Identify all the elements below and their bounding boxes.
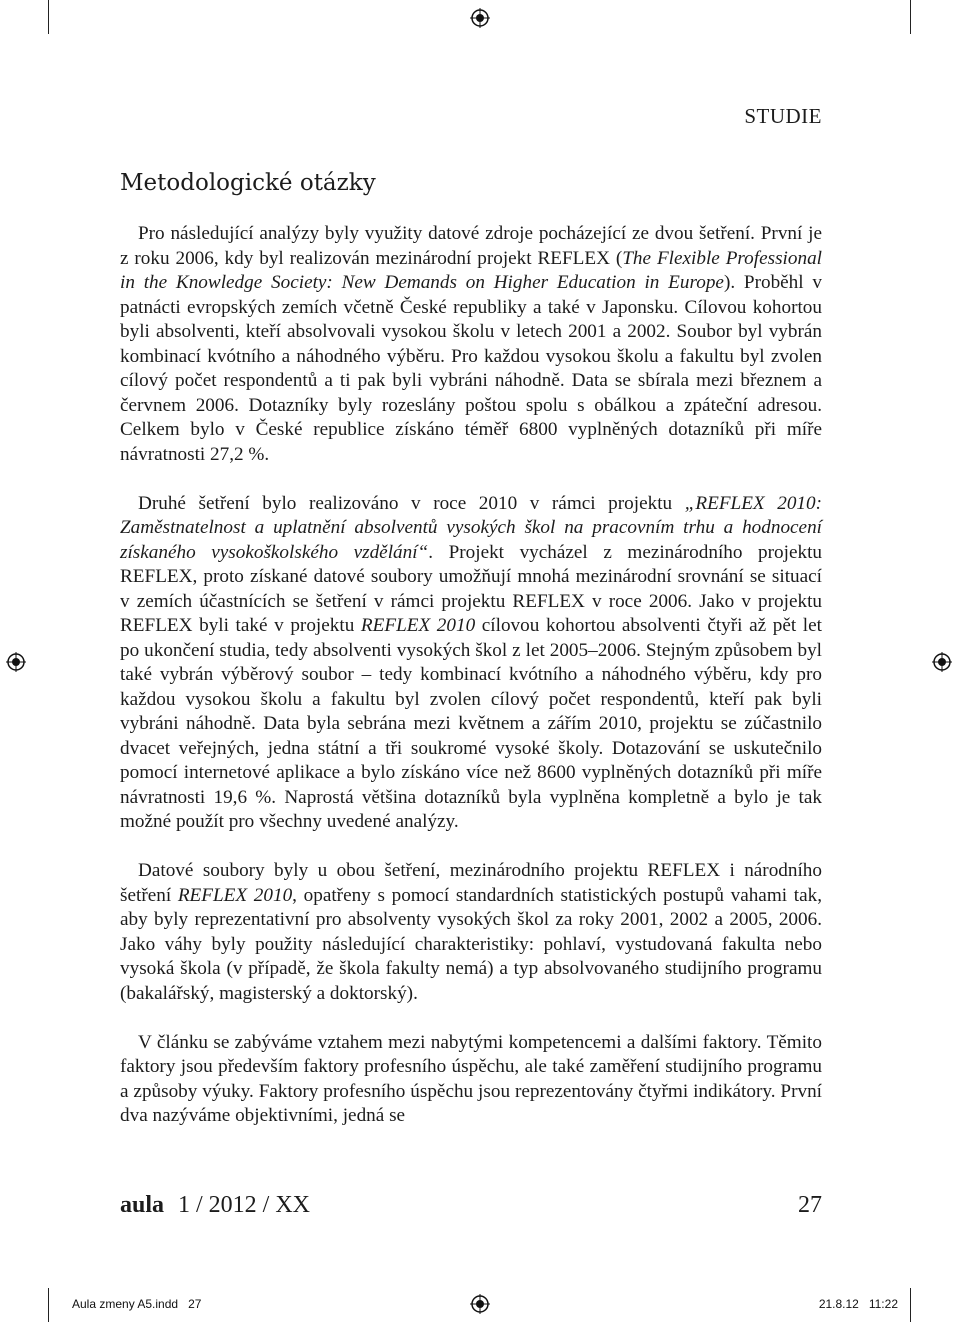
slug-filename: Aula zmeny A5.indd 27 bbox=[72, 1297, 202, 1311]
paragraph bbox=[120, 222, 822, 467]
page-footer bbox=[120, 1192, 822, 1222]
text-run: V článku se zabýváme vztahem mezi nabytými kompetencemi a dalšími faktory. Těmito faktory jsou především faktory profesního úspěchu, ale také zaměření studijního programu a způsoby výuky. Faktory profesního úspěchu jsou reprezentovány čtyřmi indikátory. První dva nazýváme objektivními, jedná se bbox=[120, 1031, 822, 1126]
text-run: Pro následující analýzy byly využity datové zdroje pocházející ze dvou šetření. První je z roku 2006, kdy byl realizován mezinárodní projekt REFLEX ( bbox=[120, 223, 822, 269]
italic-run: The Flexible Professional in the Knowledge Society: New Demands on Higher Education in Europe bbox=[120, 247, 822, 293]
issue-number: 1 / 2012 / XX bbox=[178, 1192, 311, 1218]
registration-mark-icon bbox=[470, 8, 490, 28]
italic-run: „REFLEX 2010: Zaměstnatelnost a uplatnění absolventů vysokých škol na pracovním trhu a hodnocení získaného vysokoškolského vzdělání“ bbox=[120, 492, 822, 563]
text-run: ). Proběhl v patnácti evropských zemích včetně České republiky a také v Japonsku. Cílovou kohortou byli absolventi, kteří absolvovali vysokou školu v letech 2001 a 2002. Soubor byl vybrán kombinací kvótního a náhodného výběru. Pro každou vysokou školu a fakultu byl zvolen cílový počet respondentů a ti pak byli vybráni náhodně. Data se sbírala mezi březnem a červnem 2006. Dotazníky byly rozeslány poštou spolu s obálkou a zpáteční adresou. Celkem bylo v České republice získáno téměř 6800 vyplněných dotazníků při míře návratnosti 27,2 %. bbox=[120, 272, 822, 465]
crop-mark bbox=[910, 1288, 911, 1322]
journal-name: aula bbox=[120, 1192, 165, 1218]
italic-run: REFLEX 2010 bbox=[360, 615, 476, 636]
registration-mark-icon bbox=[932, 652, 952, 672]
registration-mark-icon bbox=[470, 1294, 490, 1314]
running-head: STUDIE bbox=[744, 104, 822, 128]
crop-mark bbox=[910, 0, 911, 34]
body-text bbox=[120, 222, 822, 1153]
paragraph bbox=[120, 492, 822, 835]
text-run: Druhé šetření bylo realizováno v roce 2010 v rámci projektu bbox=[138, 492, 685, 514]
text-run: cílovou kohortou absolventi čtyři až pět let po ukončení studia, tedy absolventi vysokých škol z let 2005–2006. Stejným způsobem byl také vybrán výběrový soubor – tedy kombinací kvótního a náhodného výběru, kdy pro každou vysokou školu a fakultu byl zvolen cílový počet respondentů, kteří pak byli vybráni náhodně. Data byla sebrána mezi květnem a zářím 2010, projektu se zúčastnilo dvacet veřejných, jedna státní a tři soukromé vysoké školy. Dotazování se uskutečnilo pomocí internetové aplikace a bylo získáno více než 8600 vyplněných dotazníků při míře návratnosti 19,6 %. Naprostá většina dotazníků byla vyplněna kompletně a bylo je tak možné použít pro všechny uvedené analýzy. bbox=[120, 615, 822, 832]
crop-mark bbox=[48, 0, 49, 34]
paragraph bbox=[120, 859, 822, 1006]
text-run: . Projekt vycházel z mezinárodního projektu REFLEX, proto získané datové soubory umožňují mnohá mezinárodní srovnání se situací v zemích účastnících se šetření v rámci projektu REFLEX v roce 2006. Jako v projektu REFLEX byli také v projektu bbox=[120, 541, 822, 636]
section-title: Metodologické otázky bbox=[120, 170, 376, 196]
italic-run: REFLEX 2010 bbox=[177, 884, 293, 906]
page-number: 27 bbox=[798, 1192, 822, 1218]
text-run: , opatřeny s pomocí standardních statistických postupů vahami tak, aby byly reprezentativní pro absolventy vysokých škol za roky 2001, 2002 a 2005, 2006. Jako váhy byly použity následující charakteristiky: pohlaví, vystudovaná fakulta nebo vysoká škola (v případě, že škola fakulty nemá) a typ absolvovaného studijního programu (bakalářský, magisterský a doktorský). bbox=[120, 884, 822, 1004]
text-run: Datové soubory byly u obou šetření, mezinárodního projektu REFLEX i národního šetření bbox=[120, 860, 822, 906]
crop-mark bbox=[48, 1288, 49, 1322]
paragraph bbox=[120, 1031, 822, 1129]
slug-date: 21.8.12 11:22 bbox=[818, 1297, 898, 1311]
registration-mark-icon bbox=[6, 652, 26, 672]
